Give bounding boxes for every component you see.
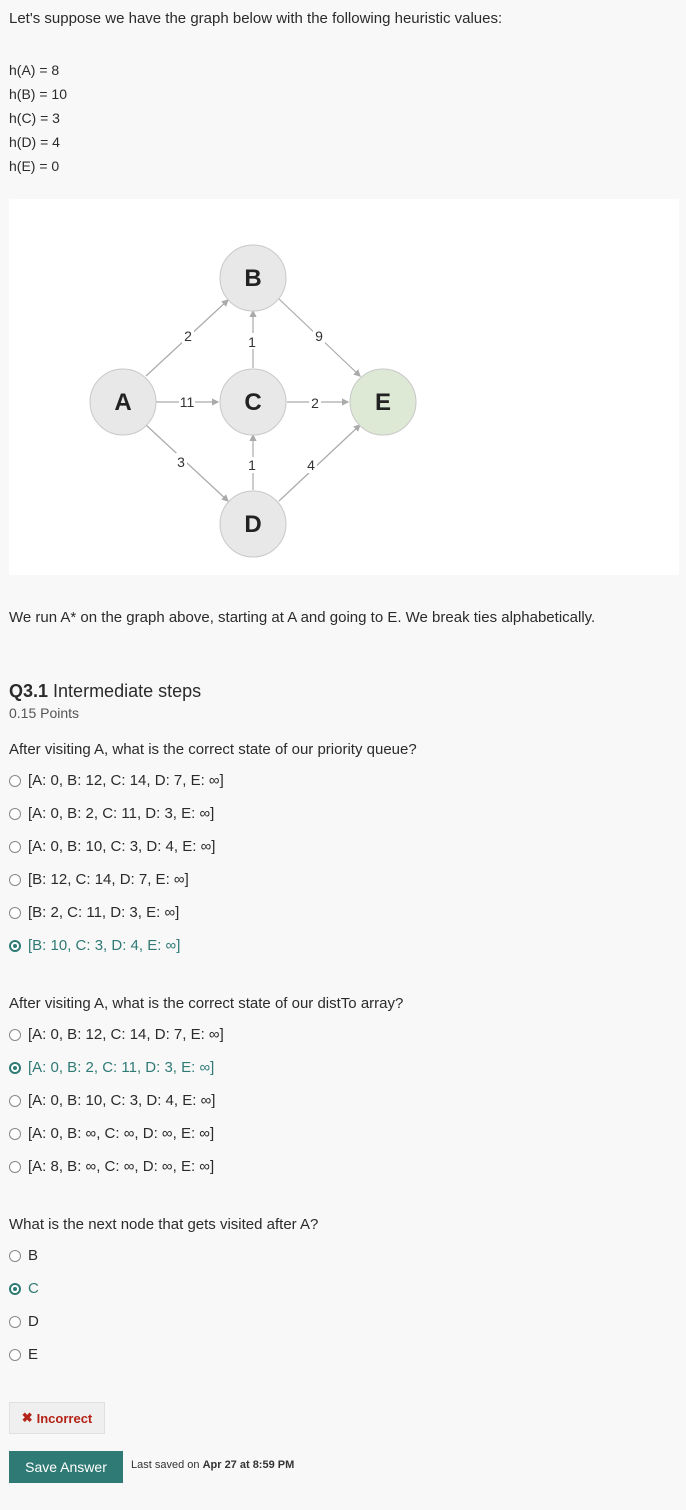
radio-button-selected-icon[interactable] <box>9 940 21 952</box>
radio-button-icon[interactable] <box>9 808 21 820</box>
edge-label: 4 <box>307 457 315 473</box>
radio-button-icon[interactable] <box>9 907 21 919</box>
answer-option[interactable]: [B: 12, C: 14, D: 7, E: ∞] <box>9 863 417 896</box>
last-saved-time: Apr 27 at 8:59 PM <box>202 1459 295 1471</box>
edge-label: 11 <box>179 394 195 410</box>
edge-label: 1 <box>248 457 256 473</box>
intro-text: Let's suppose we have the graph below with the following heuristic values: <box>9 10 503 27</box>
edge-d-e <box>279 425 360 501</box>
graph-diagram <box>9 199 679 575</box>
node-label: C <box>244 389 262 416</box>
node-label: A <box>114 389 132 416</box>
edge-label: 3 <box>177 454 185 470</box>
run-description: We run A* on the graph above, starting at A and going to E. We break ties alphabetically. <box>9 609 596 626</box>
radio-button-icon[interactable] <box>9 1349 21 1361</box>
answer-option[interactable]: B <box>9 1239 318 1272</box>
question-prompt: After visiting A, what is the correct state of our priority queue? <box>9 741 417 758</box>
question-title <box>9 681 201 702</box>
answer-option[interactable]: [A: 0, B: 10, C: 3, D: 4, E: ∞] <box>9 830 417 863</box>
answer-option[interactable]: [B: 2, C: 11, D: 3, E: ∞] <box>9 896 417 929</box>
answer-option-selected[interactable]: C <box>9 1272 318 1305</box>
radio-button-icon[interactable] <box>9 1029 21 1041</box>
heuristic-item: h(B) = 10 <box>9 86 67 102</box>
radio-button-icon[interactable] <box>9 841 21 853</box>
question-next-node <box>9 1216 318 1371</box>
heuristic-item: h(D) = 4 <box>9 134 60 150</box>
answer-option[interactable]: [A: 0, B: 12, C: 14, D: 7, E: ∞] <box>9 764 417 797</box>
heuristic-item: h(C) = 3 <box>9 110 60 126</box>
question-distto-array <box>9 995 403 1183</box>
radio-button-icon[interactable] <box>9 1161 21 1173</box>
radio-button-icon[interactable] <box>9 1095 21 1107</box>
radio-button-icon[interactable] <box>9 1128 21 1140</box>
answer-option[interactable]: [A: 0, B: 2, C: 11, D: 3, E: ∞] <box>9 797 417 830</box>
radio-button-icon[interactable] <box>9 1250 21 1262</box>
question-points: 0.15 Points <box>9 705 80 721</box>
question-prompt: After visiting A, what is the correct state of our distTo array? <box>9 995 404 1012</box>
node-label: D <box>244 511 262 538</box>
radio-button-icon[interactable] <box>9 775 21 787</box>
question-priority-queue <box>9 741 417 962</box>
edge-label: 2 <box>184 328 192 344</box>
answer-option[interactable]: [A: 0, B: ∞, C: ∞, D: ∞, E: ∞] <box>9 1117 403 1150</box>
question-number: Q3.1 <box>9 681 49 701</box>
save-answer-button[interactable]: Save Answer <box>9 1451 123 1483</box>
radio-button-icon[interactable] <box>9 1316 21 1328</box>
result-badge <box>9 1402 105 1434</box>
radio-button-icon[interactable] <box>9 874 21 886</box>
heuristic-item: h(E) = 0 <box>9 158 60 174</box>
answer-option[interactable]: [A: 8, B: ∞, C: ∞, D: ∞, E: ∞] <box>9 1150 403 1183</box>
answer-option[interactable]: [A: 0, B: 10, C: 3, D: 4, E: ∞] <box>9 1084 403 1117</box>
radio-button-selected-icon[interactable] <box>9 1283 21 1295</box>
answer-option[interactable]: D <box>9 1305 318 1338</box>
node-label: E <box>374 389 392 416</box>
heuristic-list <box>9 58 67 178</box>
graph-figure <box>9 199 679 575</box>
answer-option-selected[interactable]: [A: 0, B: 2, C: 11, D: 3, E: ∞] <box>9 1051 403 1084</box>
last-saved-text: Last saved on Apr 27 at 8:59 PM <box>131 1459 295 1471</box>
x-icon: ✖ <box>21 1410 33 1425</box>
heuristic-item: h(A) = 8 <box>9 62 60 78</box>
radio-button-selected-icon[interactable] <box>9 1062 21 1074</box>
question-prompt: What is the next node that gets visited after A? <box>9 1216 319 1233</box>
edge-label: 1 <box>248 334 256 350</box>
edge-label: 9 <box>315 328 323 344</box>
question-name: Intermediate steps <box>53 681 202 701</box>
answer-option-selected[interactable]: [B: 10, C: 3, D: 4, E: ∞] <box>9 929 417 962</box>
edge-label: 2 <box>311 395 319 411</box>
answer-option[interactable]: [A: 0, B: 12, C: 14, D: 7, E: ∞] <box>9 1018 403 1051</box>
node-label: B <box>244 265 262 292</box>
answer-option[interactable]: E <box>9 1338 318 1371</box>
result-label: Incorrect <box>36 1410 93 1426</box>
